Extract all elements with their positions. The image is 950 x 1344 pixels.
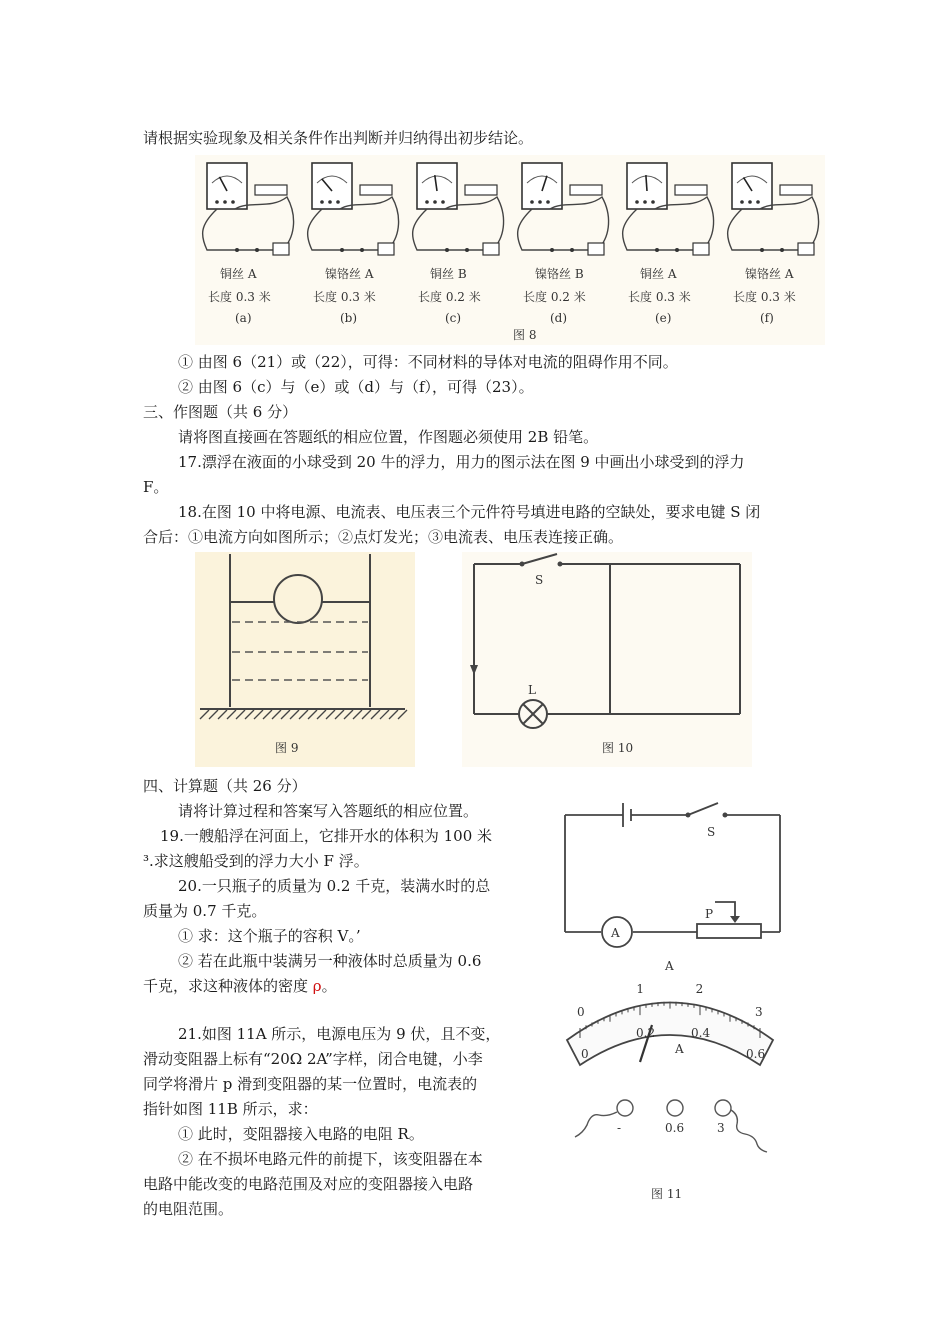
meter-scale-top-label: 3	[755, 1005, 763, 1019]
figure-8-material-label: 铜丝 A	[220, 267, 257, 281]
q21-text-4: 指针如图 11B 所示，求：	[143, 1100, 318, 1118]
q18-text-1: 18.在图 10 中将电源、电流表、电压表三个元件符号填进电路的空缺处，要求电键 S 闭	[178, 503, 761, 521]
figure-8-material-label: 镍铬丝 A	[745, 267, 794, 281]
q21-part-2: ② 在不损坏电路元件的前提下，该变阻器在本	[178, 1150, 483, 1168]
section-3-note: 请将图直接画在答题纸的相应位置，作图题必须使用 2B 铅笔。	[178, 428, 599, 446]
ammeter-icon	[732, 163, 772, 209]
figure-8-tag-label: (f)	[760, 311, 774, 325]
lamp-icon	[519, 700, 547, 728]
switch-icon	[378, 243, 394, 255]
battery-icon	[780, 185, 812, 195]
meter-scale-bottom-label: 0.6	[746, 1047, 766, 1061]
switch-icon	[693, 243, 709, 255]
q21-text-1: 21.如图 11A 所示，电源电压为 9 伏，且不变，	[178, 1025, 501, 1043]
figure-10-caption: 图 10	[602, 741, 634, 755]
figure-8-length-label: 长度 0.2 米	[523, 290, 586, 304]
battery-icon	[360, 185, 392, 195]
q17-text-1: 17.漂浮在液面的小球受到 20 牛的浮力，用力的图示法在图 9 中画出小球受到的浮力	[178, 453, 745, 471]
figure-11a-label: A	[665, 959, 674, 973]
q20-text-1: 20.一只瓶子的质量为 0.2 千克，装满水时的总	[178, 877, 491, 895]
fig11-switch-label: S	[707, 825, 716, 839]
figure-8-material-label: 镍铬丝 B	[535, 267, 584, 281]
switch-label: S	[535, 573, 544, 587]
figure-8-length-label: 长度 0.3 米	[313, 290, 376, 304]
q20-text-2: 质量为 0.7 千克。	[143, 902, 267, 920]
figure-8-material-label: 镍铬丝 A	[325, 267, 374, 281]
meter-scale-top-label: 0	[577, 1005, 585, 1019]
q19-text-2: ³.求这艘船受到的浮力大小 F 浮。	[143, 852, 369, 870]
ammeter-label: A	[611, 926, 620, 940]
terminal-0.6-label: 0.6	[665, 1121, 685, 1135]
figure-8-material-label: 铜丝 B	[430, 267, 467, 281]
q20-part-2-cont	[143, 976, 337, 996]
lamp-label: L	[528, 683, 536, 697]
figure-9-caption: 图 9	[275, 741, 299, 755]
terminal-minus-label: -	[617, 1121, 622, 1135]
slider-label: P	[705, 907, 714, 921]
battery-icon	[255, 185, 287, 195]
q21-text-2: 滑动变阻器上标有“20Ω 2A”字样，闭合电键，小李	[143, 1050, 483, 1068]
q18-text-2: 合后：①电流方向如图所示；②点灯发光；③电流表、电压表连接正确。	[143, 528, 624, 546]
switch-icon	[588, 243, 604, 255]
meter-scale-top-label: 2	[695, 982, 704, 997]
q19-text-1: 19.一艘船浮在河面上，它排开水的体积为 100 米	[160, 827, 493, 845]
figure-8-material-label: 铜丝 A	[640, 267, 677, 281]
switch-icon	[798, 243, 814, 255]
switch-icon	[483, 243, 499, 255]
q20-end-mark: 。	[321, 977, 337, 995]
meter-scale-top-label: 1	[636, 982, 644, 997]
q17-text-2: F。	[143, 478, 169, 496]
q21-part-1: ① 此时，变阻器接入电路的电阻 R。	[178, 1125, 424, 1143]
battery-icon	[465, 185, 497, 195]
section-4-note: 请将计算过程和答案写入答题纸的相应位置。	[178, 802, 479, 820]
battery-icon	[570, 185, 602, 195]
figure-8-length-label: 长度 0.3 米	[733, 290, 796, 304]
terminal-3-label: 3	[717, 1121, 725, 1135]
figure-10	[462, 552, 752, 767]
ammeter-icon	[312, 163, 352, 209]
battery-icon	[675, 185, 707, 195]
q20-part-2: ② 若在此瓶中装满另一种液体时总质量为 0.6	[178, 952, 482, 970]
q21-text-3: 同学将滑片 p 滑到变阻器的某一位置时，电流表的	[143, 1075, 478, 1093]
ammeter-icon	[207, 163, 247, 209]
ammeter-icon	[522, 163, 562, 209]
figure-11	[555, 790, 790, 1210]
figure-9	[195, 552, 415, 767]
figure-8-length-label: 长度 0.3 米	[208, 290, 271, 304]
meter-scale-bottom-label: 0	[581, 1047, 589, 1061]
figure-8-tag-label: (b)	[340, 311, 358, 325]
q21-part-2-cont-2: 的电阻范围。	[143, 1200, 234, 1218]
figure-8-tag-label: (e)	[655, 311, 672, 325]
meter-unit: A	[675, 1042, 684, 1056]
figure-8-tag-label: (d)	[550, 311, 568, 325]
q21-part-2-cont-1: 电路中能改变的电路范围及对应的变阻器接入电路	[143, 1175, 474, 1193]
figure-8-length-label: 长度 0.3 米	[628, 290, 691, 304]
floating-ball	[274, 575, 322, 623]
meter-scale-bottom-label: 0.4	[691, 1026, 711, 1041]
figure-8-tag-label: (c)	[445, 311, 462, 325]
figure-8	[195, 155, 825, 345]
figure-8-length-label: 长度 0.2 米	[418, 290, 481, 304]
figure-8-caption: 图 8	[513, 328, 537, 342]
meter-scale-bottom-label: 0.2	[636, 1026, 656, 1041]
q16-conclusion-1: ① 由图 6（21）或（22），可得：不同材料的导体对电流的阻碍作用不同。	[178, 353, 678, 371]
rho-symbol: ρ	[312, 977, 322, 995]
q20-density-text: 千克，求这种液体的密度	[143, 977, 313, 995]
figure-11-caption: 图 11	[651, 1187, 683, 1201]
q16-conclusion-2: ② 由图 6（c）与（e）或（d）与（f），可得（23）。	[178, 378, 534, 396]
switch-icon	[273, 243, 289, 255]
section-3-title: 三、作图题（共 6 分）	[143, 403, 298, 421]
intro-text: 请根据实验现象及相关条件作出判断并归纳得出初步结论。	[143, 129, 534, 147]
figure-8-tag-label: (a)	[235, 311, 252, 325]
q20-part-1: ① 求：这个瓶子的容积 V。’	[178, 927, 361, 945]
section-4-title: 四、计算题（共 26 分）	[143, 777, 307, 795]
meter-needle	[646, 175, 647, 191]
